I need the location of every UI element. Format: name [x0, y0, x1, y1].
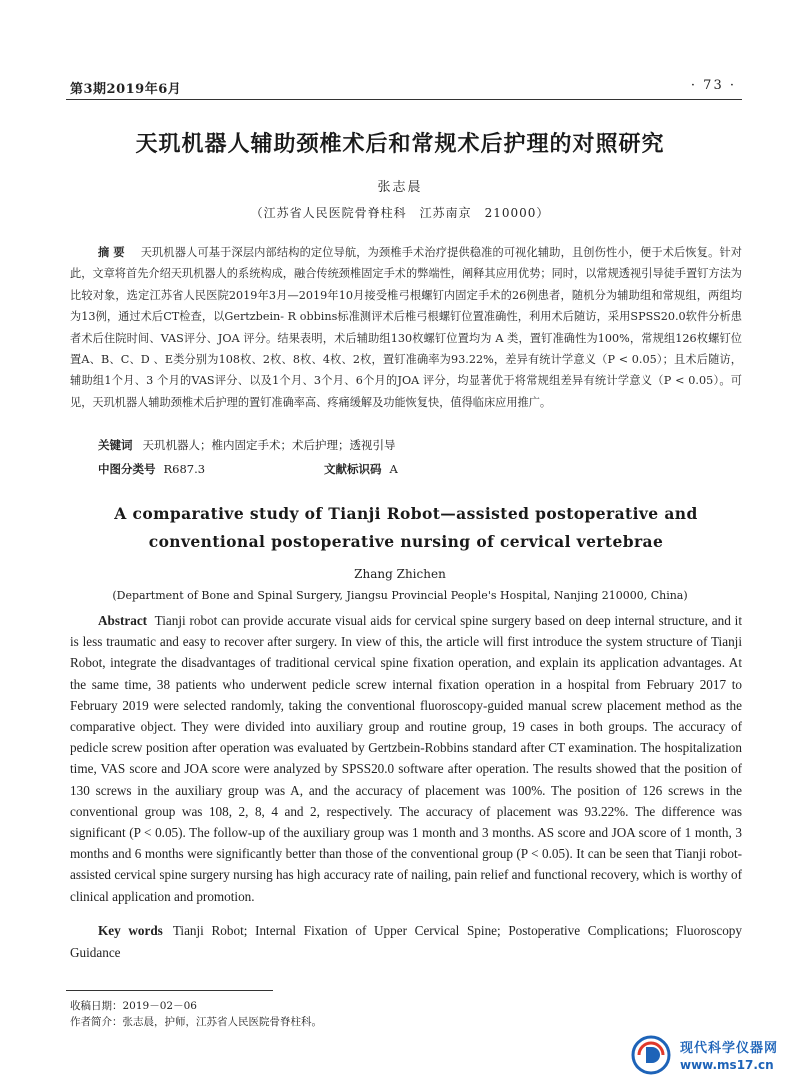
chinese-keywords-text: 天玑机器人；椎内固定手术；术后护理；透视引导: [142, 438, 396, 452]
d-shield-logo-icon: [630, 1034, 672, 1076]
chinese-affiliation: （江苏省人民医院骨脊柱科 江苏南京 210000）: [250, 206, 550, 220]
received-date: 收稿日期：2019－02－06: [70, 1000, 197, 1012]
site-watermark: [630, 1030, 795, 1080]
english-keywords-label: Key words: [98, 923, 163, 938]
chinese-abstract: [70, 242, 742, 413]
chinese-abstract-label: 摘要: [98, 245, 129, 259]
running-header: [70, 76, 736, 98]
chinese-title: 天玑机器人辅助颈椎术后和常规术后护理的对照研究: [135, 131, 665, 157]
english-keywords-text: Tianji Robot; Internal Fixation of Upper Cervical Spine; Postoperative Complications; Fluoroscopy Guidance: [70, 923, 742, 960]
document-code: [324, 461, 398, 477]
document-code-value: A: [389, 462, 398, 476]
chinese-keywords: [98, 437, 738, 453]
watermark-site-name: 现代科学仪器网: [680, 1041, 779, 1056]
chinese-author: 张志晨: [377, 180, 423, 195]
page-number: · 73 ·: [690, 78, 736, 93]
chinese-abstract-text: 天玑机器人可基于深层内部结构的定位导航，为颈椎手术治疗提供稳准的可视化辅助，且创伤性小，便于术后恢复。针对此，文章将首先介绍天玑机器人的系统构成，融合传统颈椎固定手术的弊端性，阐释其应用优势；同时，以常规透视引导徒手置钉方法为比较对象，选定江苏省人民医院2019年3月—2019年10月接受椎弓根螺钉内固定手术的26例患者，随机分为辅助组和常规组，两组均为13例，通过术后CT检查，以Gertzbein- R obbins标准测评术后椎弓根螺钉位置准确性，利用术后随访，采用SPSS20.0软件分析患者术后住院时间、VAS评分、JOA 评分。结果表明，术后辅助组130枚螺钉位置均为 A 类，置钉准确性为100%，常规组126枚螺钉位置A、B、C、D 、E类分别为108枚、2枚、8枚、4枚、2枚，置钉准确率为93.22%，差异有统计学意义（P < 0.05）；且术后随访，辅助组1个月、3 个月的VAS评分、以及1个月、3个月、6个月的JOA 评分，均显著优于将常规组差异有统计学意义（P < 0.05）。可见，天玑机器人辅助颈椎术后护理的置钉准确率高、疼痛缓解及功能恢复快，值得临床应用推广。: [70, 246, 742, 409]
english-abstract: [70, 610, 742, 907]
author-bio: 作者简介：张志晨，护师，江苏省人民医院骨脊柱科。: [70, 1016, 322, 1028]
issue-info: 第3期2019年6月: [70, 82, 182, 97]
header-rule: [66, 99, 742, 100]
english-keywords: [70, 920, 742, 964]
class-number-value: R687.3: [163, 462, 206, 476]
english-author: Zhang Zhichen: [354, 567, 446, 581]
watermark-url: www.ms17.cn: [680, 1058, 774, 1072]
english-title: A comparative study of Tianji Robot—assisted postoperative and conventional postoperative nursing of cervical vertebrae: [114, 504, 698, 551]
footnote: [70, 998, 670, 1030]
footnote-rule: [66, 990, 273, 991]
english-abstract-text: Tianji robot can provide accurate visual aids for cervical spine surgery based on deep internal structure, and it is less traumatic and easy to recover after surgery. In view of this, the article will first introduce the system structure of Tianji Robot, integrate the disadvantages of traditional cervical spine fixation operation, and explain its application advantages. At the same time, 38 patients who underwent pedicle screw internal fixation operation in a hospital from February 2017 to February 2019 were selected randomly, taking the conventional fluoroscopy-guided manual screw placement method as the comparative object. They were divided into auxiliary group and routine group, 19 cases in both groups. The accuracy of pedicle screw position after operation was evaluated by Gertzbein-Robbins standard after CT examination. The hospitalization time, VAS score and JOA score were analyzed by SPSS20.0 software after operation. The results showed that the position of 130 screws in the auxiliary group was A, and the accuracy of placement was 100%. The position of 126 screws in the conventional group was 108, 2, 8, 4 and 2, respectively. The accuracy of placement was 93.22%. The difference was significant (P < 0.05). The follow-up of the auxiliary group was 1 month and 3 months. AS score and JOA score of 1 month, 3 months and 6 months were significantly better than those of the conventional group (P < 0.05). It can be seen that Tianji robot-assisted cervical spine surgery nursing has high accuracy rate of nailing, pain relief and functional recovery, which is worthy of clinical application and promotion.: [70, 613, 742, 904]
classification-line: [98, 461, 738, 479]
english-abstract-label: Abstract: [98, 613, 148, 628]
document-code-label: 文献标识码: [324, 462, 382, 476]
chinese-keywords-label: 关键词: [98, 438, 133, 452]
english-affiliation: (Department of Bone and Spinal Surgery, Jiangsu Provincial People's Hospital, Nanjing 210000, China): [112, 589, 688, 602]
class-number-label: 中图分类号: [98, 462, 156, 476]
